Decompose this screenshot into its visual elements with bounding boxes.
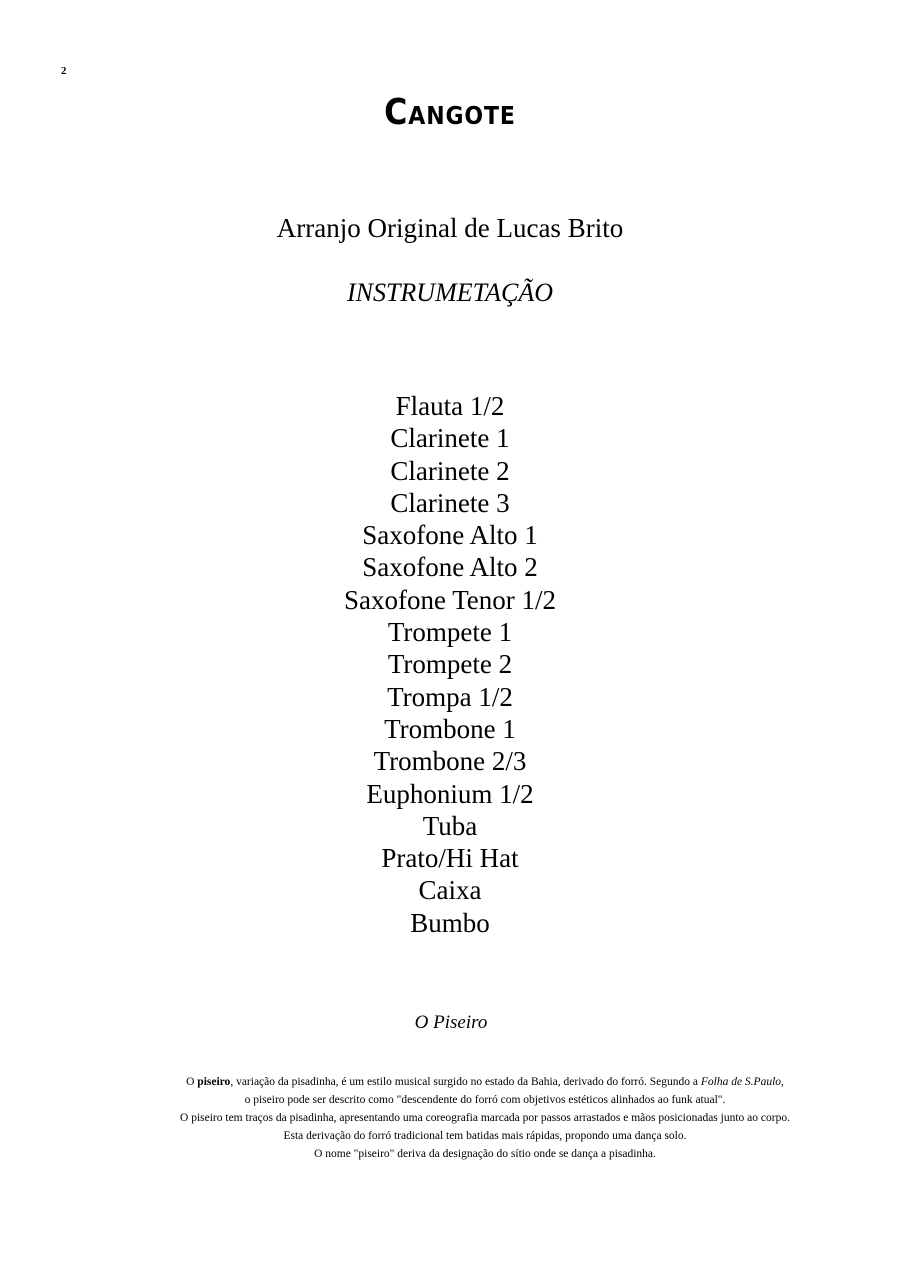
- instrument-item: Saxofone Alto 2: [362, 552, 538, 583]
- instrumentation-heading: INSTRUMETAÇÃO: [346, 278, 554, 307]
- description-source: Folha de S.Paulo: [700, 1076, 782, 1088]
- instrument-item: Euphonium 1/2: [366, 778, 534, 809]
- description-line: o piseiro pode ser descrito como "descendente do forró com objetivos estéticos alinhados ao funk atual".: [244, 1094, 726, 1106]
- instrument-item: Clarinete 3: [390, 487, 510, 518]
- instrument-item: Trombone 1: [384, 713, 516, 744]
- instrument-item: Trompa 1/2: [387, 681, 513, 712]
- instrument-item: Caixa: [418, 875, 482, 906]
- instrument-item: Saxofone Alto 1: [362, 520, 538, 551]
- instrument-item: Bumbo: [410, 907, 490, 938]
- instrument-item: Flauta 1/2: [395, 391, 505, 421]
- instrument-item: Trompete 1: [387, 617, 513, 648]
- description-keyword: piseiro: [197, 1076, 231, 1088]
- instrument-item: Saxofone Tenor 1/2: [343, 584, 557, 615]
- arranger-credit: Arranjo Original de Lucas Brito: [276, 213, 624, 243]
- description-line: [105, 1073, 865, 1091]
- instrument-item: Trombone 2/3: [373, 746, 527, 777]
- instrument-item: Tuba: [422, 810, 478, 841]
- description-line: O nome "piseiro" deriva da designação do sítio onde se dança a pisadinha.: [314, 1148, 656, 1160]
- song-title: Cangote: [384, 92, 516, 133]
- instrument-list: [0, 390, 900, 939]
- instrument-item: Prato/Hi Hat: [381, 843, 519, 874]
- page-number: 2: [61, 65, 67, 77]
- instrument-item: Trompete 2: [387, 649, 513, 680]
- description-line: Esta derivação do forró tradicional tem batidas mais rápidas, propondo uma dança solo.: [283, 1130, 687, 1142]
- instrument-item: Clarinete 2: [390, 455, 510, 486]
- description-text: ,: [781, 1076, 784, 1088]
- style-description: [105, 1073, 865, 1163]
- style-caption: O Piseiro: [414, 1012, 488, 1033]
- description-line: O piseiro tem traços da pisadinha, apresentando uma coreografia marcada por passos arrastados e mãos posicionadas junto ao corpo.: [180, 1112, 790, 1124]
- instrument-item: Clarinete 1: [390, 423, 510, 454]
- description-text: O: [186, 1076, 198, 1088]
- description-text: , variação da pisadinha, é um estilo musical surgido no estado da Bahia, derivado do forró. Segundo a: [230, 1076, 701, 1088]
